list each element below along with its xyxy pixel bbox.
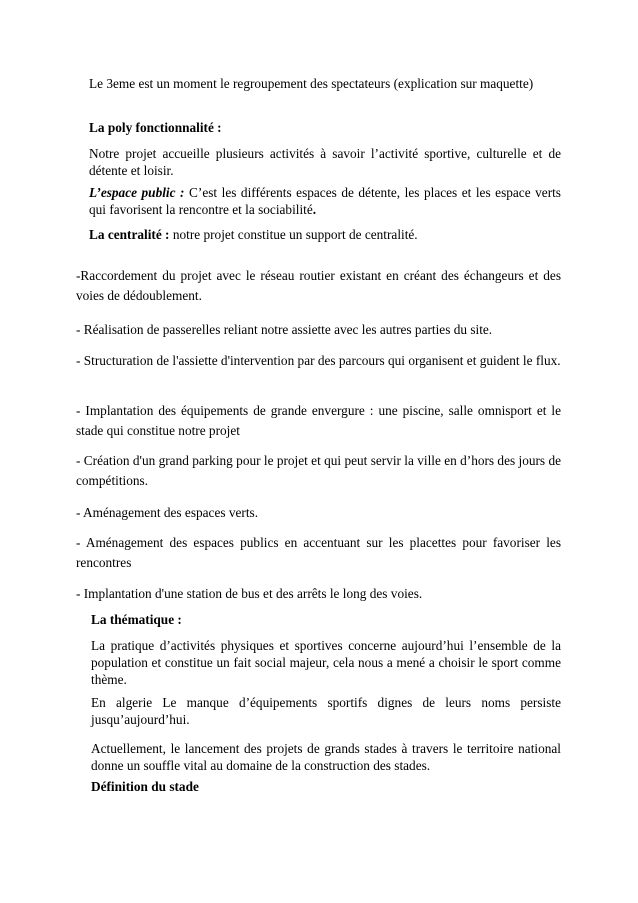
list-item-espaces-publics: [76, 533, 561, 573]
paragraph-grands-stades: [91, 740, 561, 774]
paragraph-text: C’est les différents espaces de détente, les places et les espace verts qui favorisent la rencontre et la sociabilité: [89, 185, 561, 217]
paragraph-text: notre projet constitue un support de centralité.: [169, 227, 418, 242]
heading-text: La thématique :: [91, 612, 182, 627]
paragraph-centralite: [89, 226, 561, 243]
paragraph-activites: [89, 145, 561, 179]
paragraph-spectateurs: [89, 75, 561, 92]
heading-text: La poly fonctionnalité :: [89, 120, 222, 135]
list-item-passerelles: [76, 320, 561, 340]
paragraph-espace-public: [89, 184, 561, 218]
inline-heading: L’espace public :: [89, 185, 185, 200]
list-item-text: - Implantation des équipements de grande envergure : une piscine, salle omnisport et le stade qui constitue notre projet: [76, 403, 561, 438]
paragraph-pratique-sportive: [91, 637, 561, 688]
heading-definition-stade: [91, 778, 561, 795]
heading-thematique: [91, 611, 561, 628]
heading-poly-fonctionnalite: [89, 119, 561, 136]
paragraph-text: Notre projet accueille plusieurs activités à savoir l’activité sportive, culturelle et de détente et loisir.: [89, 146, 561, 178]
paragraph-text: Actuellement, le lancement des projets de grands stades à travers le territoire national donne un souffle vital au domaine de la construction des stades.: [91, 741, 561, 773]
list-item-text: - Création d'un grand parking pour le projet et qui peut servir la ville en d’hors des jours de compétitions.: [76, 453, 561, 488]
list-item-text: - Réalisation de passerelles reliant notre assiette avec les autres parties du site.: [76, 322, 493, 337]
list-item-espaces-verts: [76, 503, 561, 523]
inline-heading: La centralité :: [89, 227, 170, 242]
paragraph-text: Le 3eme est un moment le regroupement des spectateurs (explication sur maquette): [89, 76, 534, 91]
heading-text: Définition du stade: [91, 779, 199, 794]
list-item-station-bus: [76, 584, 561, 604]
paragraph-algerie: [91, 694, 561, 728]
list-item-structuration: [76, 351, 561, 371]
list-item-implantation-equipements: [76, 401, 561, 441]
list-item-text: - Implantation d'une station de bus et des arrêts le long des voies.: [76, 586, 423, 601]
paragraph-text: En algerie Le manque d’équipements sportifs dignes de leurs noms persiste jusqu’aujourd’hui.: [91, 695, 561, 727]
list-item-text: -Raccordement du projet avec le réseau routier existant en créant des échangeurs et des voies de dédoublement.: [76, 268, 561, 303]
paragraph-text: La pratique d’activités physiques et sportives concerne aujourd’hui l’ensemble de la population et constitue un fait social majeur, cela nous a mené a choisir le sport comme thème.: [91, 638, 561, 687]
list-item-raccordement: [76, 266, 561, 306]
list-item-text: - Structuration de l'assiette d'intervention par des parcours qui organisent et guident le flux.: [76, 353, 561, 368]
list-item-text: - Aménagement des espaces publics en accentuant sur les placettes pour favoriser les rencontres: [76, 535, 561, 570]
paragraph-period: .: [312, 202, 317, 217]
list-item-parking: [76, 451, 561, 491]
list-item-text: - Aménagement des espaces verts.: [76, 505, 259, 520]
